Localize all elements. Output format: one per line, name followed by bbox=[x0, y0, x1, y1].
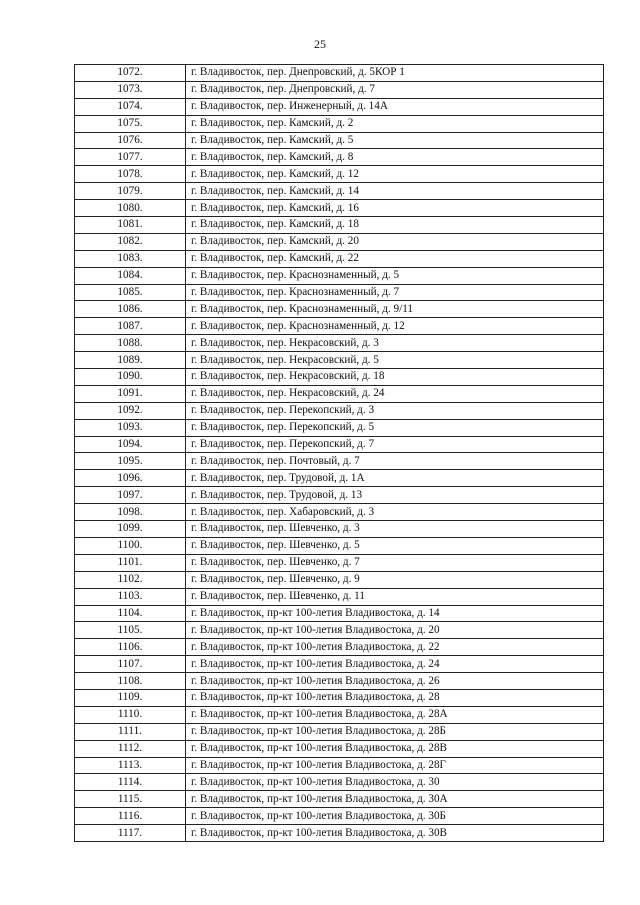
row-number: 1104. bbox=[75, 605, 186, 622]
table-row bbox=[75, 301, 604, 318]
table-row bbox=[75, 233, 604, 250]
table-row bbox=[75, 622, 604, 639]
row-number: 1113. bbox=[75, 757, 186, 774]
table-row bbox=[75, 521, 604, 538]
row-address: г. Владивосток, пер. Шевченко, д. 5 bbox=[186, 537, 604, 554]
address-table-body bbox=[75, 65, 604, 842]
row-number: 1112. bbox=[75, 740, 186, 757]
row-address: г. Владивосток, пер. Шевченко, д. 7 bbox=[186, 554, 604, 571]
row-address: г. Владивосток, пер. Камский, д. 18 bbox=[186, 217, 604, 234]
table-row bbox=[75, 673, 604, 690]
table-row bbox=[75, 149, 604, 166]
row-address: г. Владивосток, пр-кт 100-летия Владивостока, д. 30А bbox=[186, 791, 604, 808]
row-number: 1107. bbox=[75, 656, 186, 673]
table-row bbox=[75, 81, 604, 98]
row-number: 1074. bbox=[75, 98, 186, 115]
row-number: 1087. bbox=[75, 318, 186, 335]
row-number: 1089. bbox=[75, 352, 186, 369]
row-number: 1101. bbox=[75, 554, 186, 571]
row-number: 1092. bbox=[75, 402, 186, 419]
row-address: г. Владивосток, пер. Перекопский, д. 5 bbox=[186, 419, 604, 436]
table-row bbox=[75, 689, 604, 706]
row-number: 1098. bbox=[75, 504, 186, 521]
table-row bbox=[75, 217, 604, 234]
table-row bbox=[75, 65, 604, 82]
table-row bbox=[75, 369, 604, 386]
table-row bbox=[75, 656, 604, 673]
table-row bbox=[75, 504, 604, 521]
row-address: г. Владивосток, пер. Шевченко, д. 11 bbox=[186, 588, 604, 605]
row-address: г. Владивосток, пер. Трудовой, д. 13 bbox=[186, 487, 604, 504]
table-row bbox=[75, 808, 604, 825]
table-row bbox=[75, 588, 604, 605]
address-table bbox=[74, 64, 604, 842]
row-number: 1081. bbox=[75, 217, 186, 234]
table-row bbox=[75, 267, 604, 284]
row-address: г. Владивосток, пр-кт 100-летия Владивостока, д. 30Б bbox=[186, 808, 604, 825]
row-number: 1096. bbox=[75, 470, 186, 487]
row-address: г. Владивосток, пер. Днепровский, д. 7 bbox=[186, 81, 604, 98]
row-number: 1085. bbox=[75, 284, 186, 301]
row-address: г. Владивосток, пер. Камский, д. 2 bbox=[186, 115, 604, 132]
row-number: 1116. bbox=[75, 808, 186, 825]
row-address: г. Владивосток, пр-кт 100-летия Владивостока, д. 14 bbox=[186, 605, 604, 622]
row-address: г. Владивосток, пер. Камский, д. 16 bbox=[186, 200, 604, 217]
table-row bbox=[75, 318, 604, 335]
row-address: г. Владивосток, пер. Некрасовский, д. 24 bbox=[186, 385, 604, 402]
row-address: г. Владивосток, пер. Шевченко, д. 9 bbox=[186, 571, 604, 588]
table-row bbox=[75, 706, 604, 723]
table-row bbox=[75, 740, 604, 757]
table-row bbox=[75, 385, 604, 402]
row-address: г. Владивосток, пр-кт 100-летия Владивостока, д. 30 bbox=[186, 774, 604, 791]
row-address: г. Владивосток, пер. Камский, д. 14 bbox=[186, 183, 604, 200]
row-address: г. Владивосток, пер. Перекопский, д. 7 bbox=[186, 436, 604, 453]
row-address: г. Владивосток, пр-кт 100-летия Владивостока, д. 30В bbox=[186, 825, 604, 842]
table-row bbox=[75, 436, 604, 453]
table-row bbox=[75, 183, 604, 200]
row-number: 1117. bbox=[75, 825, 186, 842]
row-number: 1097. bbox=[75, 487, 186, 504]
row-address: г. Владивосток, пер. Краснознаменный, д. 9/11 bbox=[186, 301, 604, 318]
table-row bbox=[75, 757, 604, 774]
row-address: г. Владивосток, пер. Трудовой, д. 1А bbox=[186, 470, 604, 487]
row-address: г. Владивосток, пр-кт 100-летия Владивостока, д. 22 bbox=[186, 639, 604, 656]
row-address: г. Владивосток, пер. Камский, д. 12 bbox=[186, 166, 604, 183]
row-address: г. Владивосток, пер. Краснознаменный, д. 12 bbox=[186, 318, 604, 335]
row-number: 1075. bbox=[75, 115, 186, 132]
row-number: 1082. bbox=[75, 233, 186, 250]
row-number: 1073. bbox=[75, 81, 186, 98]
row-number: 1072. bbox=[75, 65, 186, 82]
row-number: 1093. bbox=[75, 419, 186, 436]
row-number: 1110. bbox=[75, 706, 186, 723]
row-address: г. Владивосток, пер. Почтовый, д. 7 bbox=[186, 453, 604, 470]
row-number: 1077. bbox=[75, 149, 186, 166]
row-number: 1108. bbox=[75, 673, 186, 690]
table-row bbox=[75, 402, 604, 419]
row-address: г. Владивосток, пер. Краснознаменный, д. 7 bbox=[186, 284, 604, 301]
row-number: 1086. bbox=[75, 301, 186, 318]
table-row bbox=[75, 335, 604, 352]
row-number: 1090. bbox=[75, 369, 186, 386]
page-number: 25 bbox=[314, 37, 326, 51]
table-row bbox=[75, 639, 604, 656]
row-address: г. Владивосток, пер. Хабаровский, д. 3 bbox=[186, 504, 604, 521]
row-address: г. Владивосток, пр-кт 100-летия Владивостока, д. 24 bbox=[186, 656, 604, 673]
table-row bbox=[75, 774, 604, 791]
row-number: 1106. bbox=[75, 639, 186, 656]
row-number: 1091. bbox=[75, 385, 186, 402]
table-row bbox=[75, 132, 604, 149]
table-row bbox=[75, 554, 604, 571]
row-address: г. Владивосток, пр-кт 100-летия Владивостока, д. 28 bbox=[186, 689, 604, 706]
row-address: г. Владивосток, пер. Перекопский, д. 3 bbox=[186, 402, 604, 419]
row-address: г. Владивосток, пр-кт 100-летия Владивостока, д. 26 bbox=[186, 673, 604, 690]
row-number: 1080. bbox=[75, 200, 186, 217]
row-number: 1099. bbox=[75, 521, 186, 538]
row-address: г. Владивосток, пер. Камский, д. 8 bbox=[186, 149, 604, 166]
row-number: 1109. bbox=[75, 689, 186, 706]
table-row bbox=[75, 605, 604, 622]
table-row bbox=[75, 98, 604, 115]
row-address: г. Владивосток, пер. Камский, д. 20 bbox=[186, 233, 604, 250]
row-address: г. Владивосток, пер. Камский, д. 22 bbox=[186, 250, 604, 267]
row-number: 1083. bbox=[75, 250, 186, 267]
row-number: 1102. bbox=[75, 571, 186, 588]
table-row bbox=[75, 250, 604, 267]
row-number: 1115. bbox=[75, 791, 186, 808]
row-number: 1076. bbox=[75, 132, 186, 149]
table-row bbox=[75, 166, 604, 183]
row-address: г. Владивосток, пер. Некрасовский, д. 5 bbox=[186, 352, 604, 369]
table-row bbox=[75, 487, 604, 504]
row-number: 1103. bbox=[75, 588, 186, 605]
table-row bbox=[75, 825, 604, 842]
row-number: 1100. bbox=[75, 537, 186, 554]
table-row bbox=[75, 453, 604, 470]
row-number: 1095. bbox=[75, 453, 186, 470]
table-row bbox=[75, 419, 604, 436]
row-address: г. Владивосток, пр-кт 100-летия Владивостока, д. 28Г bbox=[186, 757, 604, 774]
row-address: г. Владивосток, пр-кт 100-летия Владивостока, д. 28Б bbox=[186, 723, 604, 740]
table-row bbox=[75, 537, 604, 554]
row-number: 1094. bbox=[75, 436, 186, 453]
row-number: 1078. bbox=[75, 166, 186, 183]
row-number: 1084. bbox=[75, 267, 186, 284]
row-address: г. Владивосток, пр-кт 100-летия Владивостока, д. 28А bbox=[186, 706, 604, 723]
table-row bbox=[75, 723, 604, 740]
row-number: 1105. bbox=[75, 622, 186, 639]
row-number: 1088. bbox=[75, 335, 186, 352]
row-address: г. Владивосток, пер. Камский, д. 5 bbox=[186, 132, 604, 149]
table-row bbox=[75, 571, 604, 588]
row-address: г. Владивосток, пер. Шевченко, д. 3 bbox=[186, 521, 604, 538]
row-number: 1079. bbox=[75, 183, 186, 200]
row-address: г. Владивосток, пер. Некрасовский, д. 18 bbox=[186, 369, 604, 386]
row-address: г. Владивосток, пер. Некрасовский, д. 3 bbox=[186, 335, 604, 352]
row-number: 1111. bbox=[75, 723, 186, 740]
row-number: 1114. bbox=[75, 774, 186, 791]
row-address: г. Владивосток, пр-кт 100-летия Владивостока, д. 28В bbox=[186, 740, 604, 757]
table-row bbox=[75, 284, 604, 301]
table-row bbox=[75, 200, 604, 217]
table-row bbox=[75, 470, 604, 487]
table-row bbox=[75, 115, 604, 132]
table-row bbox=[75, 352, 604, 369]
row-address: г. Владивосток, пер. Днепровский, д. 5КОР 1 bbox=[186, 65, 604, 82]
row-address: г. Владивосток, пер. Инженерный, д. 14А bbox=[186, 98, 604, 115]
table-row bbox=[75, 791, 604, 808]
row-address: г. Владивосток, пер. Краснознаменный, д. 5 bbox=[186, 267, 604, 284]
row-address: г. Владивосток, пр-кт 100-летия Владивостока, д. 20 bbox=[186, 622, 604, 639]
